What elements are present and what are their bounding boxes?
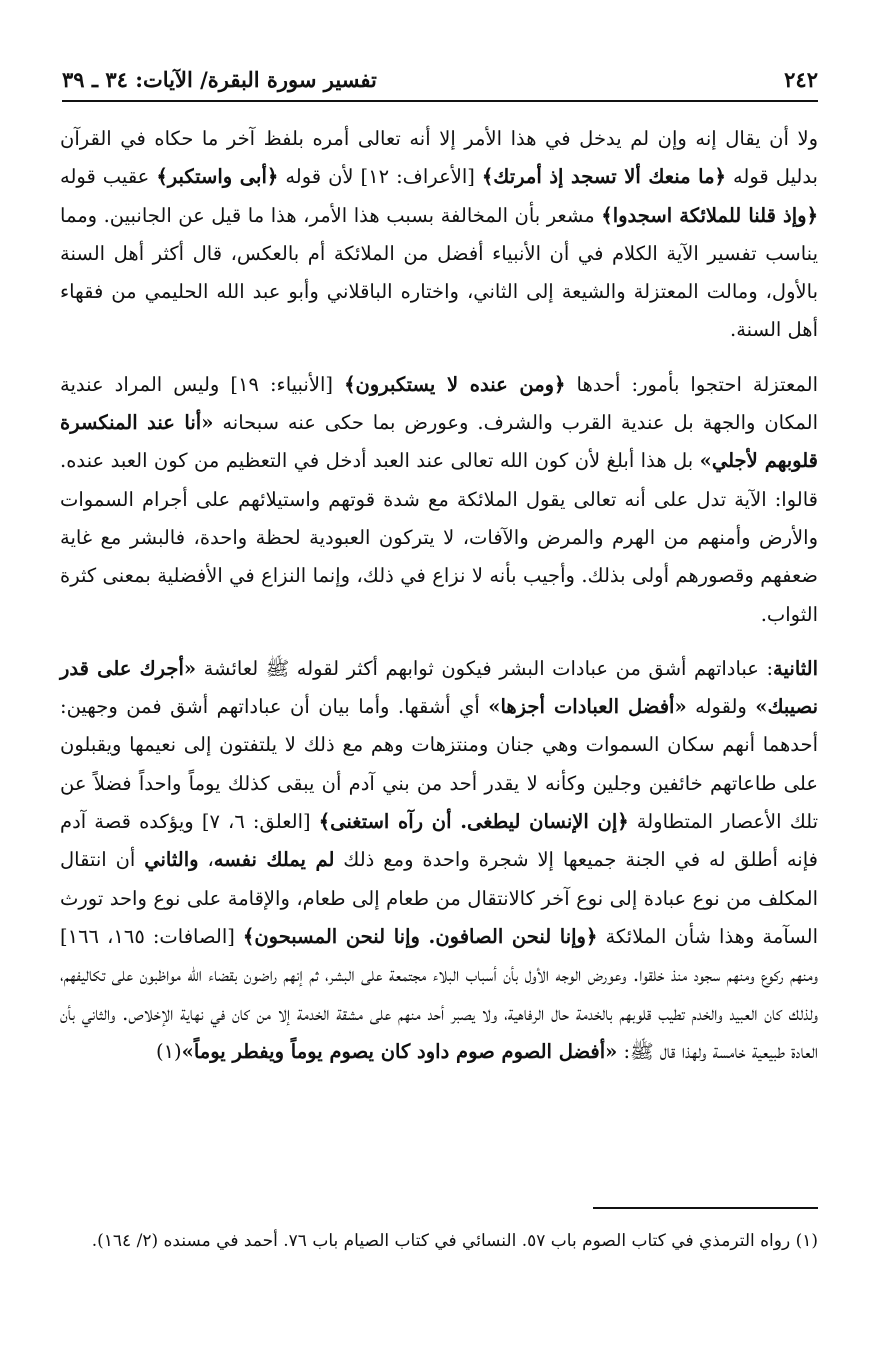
bold-text-run: «أفضل الصوم صوم داود كان يصوم يوماً ويفطر يوماً» [181, 1039, 618, 1063]
page-header [62, 62, 818, 96]
paragraph [60, 650, 818, 1071]
text-run: بل هذا أبلغ لأن كون الله تعالى عند العبد أدخل في التعظيم من كون العبد عنده. قالوا: الآية تدل على أنه تعالى يقول الملائكة مع شدة قوتهم واستيلائهم على أجرام السموات والأرض وأمنهم من الهرم والمرض والآفات، لا يتركون العبودية لحظة واحدة، فالبشر مع غاية ضعفهم وقصورهم أولى بذلك. وأجيب بأنه لا نزاع في ذلك، وإنما النزاع في الأفضلية بمعنى كثرة الثواب. [60, 449, 818, 626]
bold-text-run: ﴿وإذ قلنا للملائكة اسجدوا﴾ [601, 203, 818, 227]
bold-text-run: ﴿ما منعك ألا تسجد إذ أمرتك﴾ [481, 165, 726, 189]
text-run: مشعر بأن المخالفة بسبب هذا الأمر، هذا ما قيل عن الجانبين. ومما يناسب تفسير الآية الكلام في أن الأنبياء أفضل من الملائكة أم بالعكس، قال أكثر أهل السنة بالأول، ومالت المعتزلة والشيعة إلى الثاني، واختاره الباقلاني وأبو عبد الله الحليمي من فقهاء أهل السنة. [60, 203, 818, 342]
text-run: [الصافات: ١٦٥، ١٦٦] ومنهم ركوع ومنهم سجود منذ خلقوا. وعورض الوجه الأول بأن أسباب البلاء مجتمعة على البشر، ثم إنهم راضون بقضاء الله مواظبون على تكاليفهم، ولذلك كان العبيد والخدم تطيب قلوبهم بالخدمة حال الرفاهية، ولا يصبر أحد منهم على مشقة الخدمة إلا من كان في نهاية الإخلاص. والثاني بأن العادة طبيعية خامسة ولهذا قال ﷺ: [60, 924, 818, 1063]
text-run: أي أشقها. وأما بيان أن عباداتهم أشق فمن وجهين: أحدهما أنهم سكان السموات وهي جنان ومنتزهات وهم مع ذلك لا يلتفتون إلى نعيمها ويقبلون على طاعاتهم خائفين وجلين وكأنه لا يقدر أحد من بني آدم أن يبقى كذلك يوماً واحداً فضلاً عن تلك الأعصار المتطاولة [60, 695, 819, 834]
body-text [60, 120, 818, 1071]
text-run: ، [198, 848, 214, 872]
bold-text-run: ﴿إن الإنسان ليطغى. أن رآه استغنى﴾ [318, 810, 629, 834]
text-run: المعتزلة احتجوا بأمور: أحدها [565, 372, 818, 396]
text-run: [الأعراف: ١٢] لأن قوله [278, 165, 482, 189]
text-run: ولا أن يقال إنه وإن لم يدخل في هذا الأمر إلا أنه تعالى أمره بلفظ آخر ما حكاه في القرآن بدليل قوله [60, 127, 818, 189]
bold-text-run: «أجرك على قدر نصيبك» [60, 656, 818, 719]
text-run: [العلق: ٦، ٧] ويؤكده قصة آدم فإنه أطلق له في الجنة جميعها إلا شجرة واحدة ومع ذلك [60, 810, 818, 872]
running-title: تفسير سورة البقرة/ الآيات: ٣٤ ـ ٣٩ [62, 66, 377, 92]
bold-text-run: لم يملك نفسه [213, 848, 335, 872]
footnote: (١) رواه الترمذي في كتاب الصوم باب ٥٧. النسائي في كتاب الصيام باب ٧٦. أحمد في مسنده (٢/ ١٦٤). [91, 1231, 818, 1251]
footnote-divider [593, 1207, 818, 1209]
text-run: (١) [155, 1039, 182, 1063]
bold-text-run: «أنا عند المنكسرة قلوبهم لأجلي» [60, 411, 818, 473]
text-run: أن انتقال المكلف من نوع عبادة إلى نوع آخر كالانتقال من طعام إلى طعام، والإقامة على نوع واحد تورث السآمة وهذا شأن الملائكة [60, 848, 819, 948]
bold-text-run: الثانية [773, 656, 818, 680]
text-run: عقيب قوله [60, 165, 157, 189]
bold-text-run: ﴿ومن عنده لا يستكبرون﴾ [344, 372, 566, 396]
paragraph [60, 120, 818, 350]
text-run: : عباداتهم أشق من عبادات البشر فيكون ثوابهم أكثر لقوله ﷺ لعائشة [196, 656, 774, 680]
text-run: [الأنبياء: ١٩] وليس المراد عندية المكان والجهة بل عندية القرب والشرف. وعورض بما حكى عنه سبحانه [60, 372, 818, 435]
paragraph [60, 366, 818, 634]
page-number: ٢٤٢ [784, 66, 818, 92]
bold-text-run: ﴿أبى واستكبر﴾ [156, 165, 279, 189]
text-run: ولقوله [686, 695, 756, 719]
bold-text-run: «أفضل العبادات أجزها» [488, 695, 687, 719]
header-divider [62, 100, 818, 102]
bold-text-run: ﴿وإنا لنحن الصافون. وإنا لنحن المسبحون﴾ [242, 924, 598, 948]
bold-text-run: والثاني [144, 848, 199, 872]
